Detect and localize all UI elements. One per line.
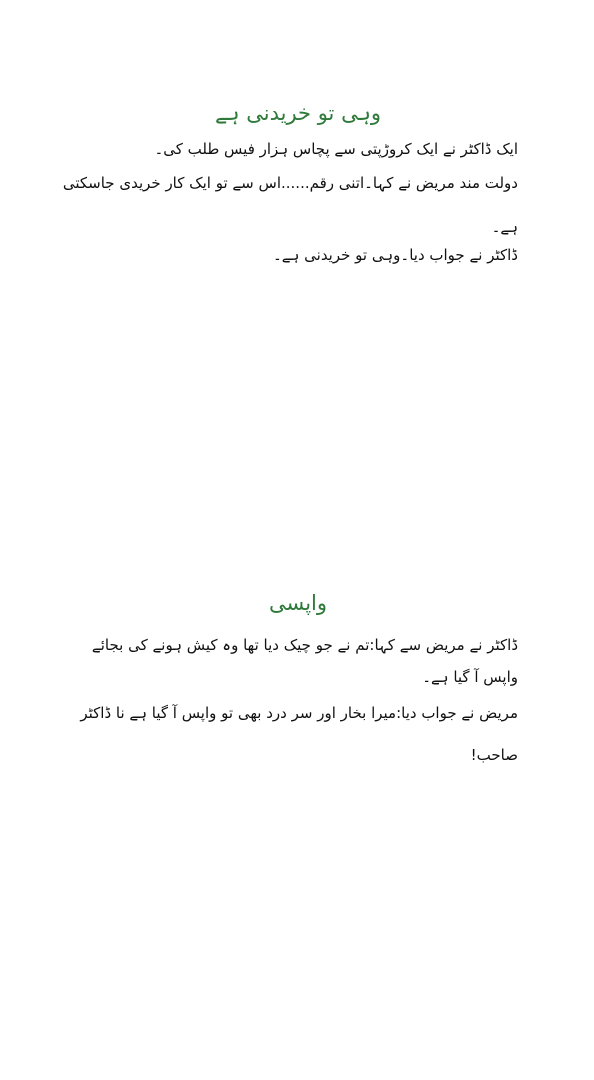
story-wohi-to-kharidni-hai xyxy=(62,96,518,266)
story-text-line: ایک ڈاکٹر نے ایک کروڑپتی سے پچاس ہزار فیس طلب کی۔ xyxy=(154,140,518,158)
story-title: وہی تو خریدنی ہے xyxy=(214,101,382,125)
story-wapsi xyxy=(78,586,518,766)
story-text-line: واپس آ گیا ہے۔ xyxy=(422,668,518,686)
story-text-line: ڈاکٹر نے مریض سے کہا:تم نے جو چیک دیا تھا وہ کیش ہونے کی بجائے xyxy=(91,636,518,654)
story-text-line: دولت مند مریض نے کہا۔اتنی رقم......اس سے تو ایک کار خریدی جاسکتی xyxy=(62,174,518,192)
story-text-line: مریض نے جواب دیا:میرا بخار اور سر درد بھی تو واپس آ گیا ہے نا ڈاکٹر xyxy=(80,704,518,722)
story-title: واپسی xyxy=(268,591,328,615)
story-text-line: ہے۔ xyxy=(491,218,518,236)
story-text-line: ڈاکٹر نے جواب دیا۔وہی تو خریدنی ہے۔ xyxy=(273,246,518,264)
story-text-line: صاحب! xyxy=(470,746,518,764)
